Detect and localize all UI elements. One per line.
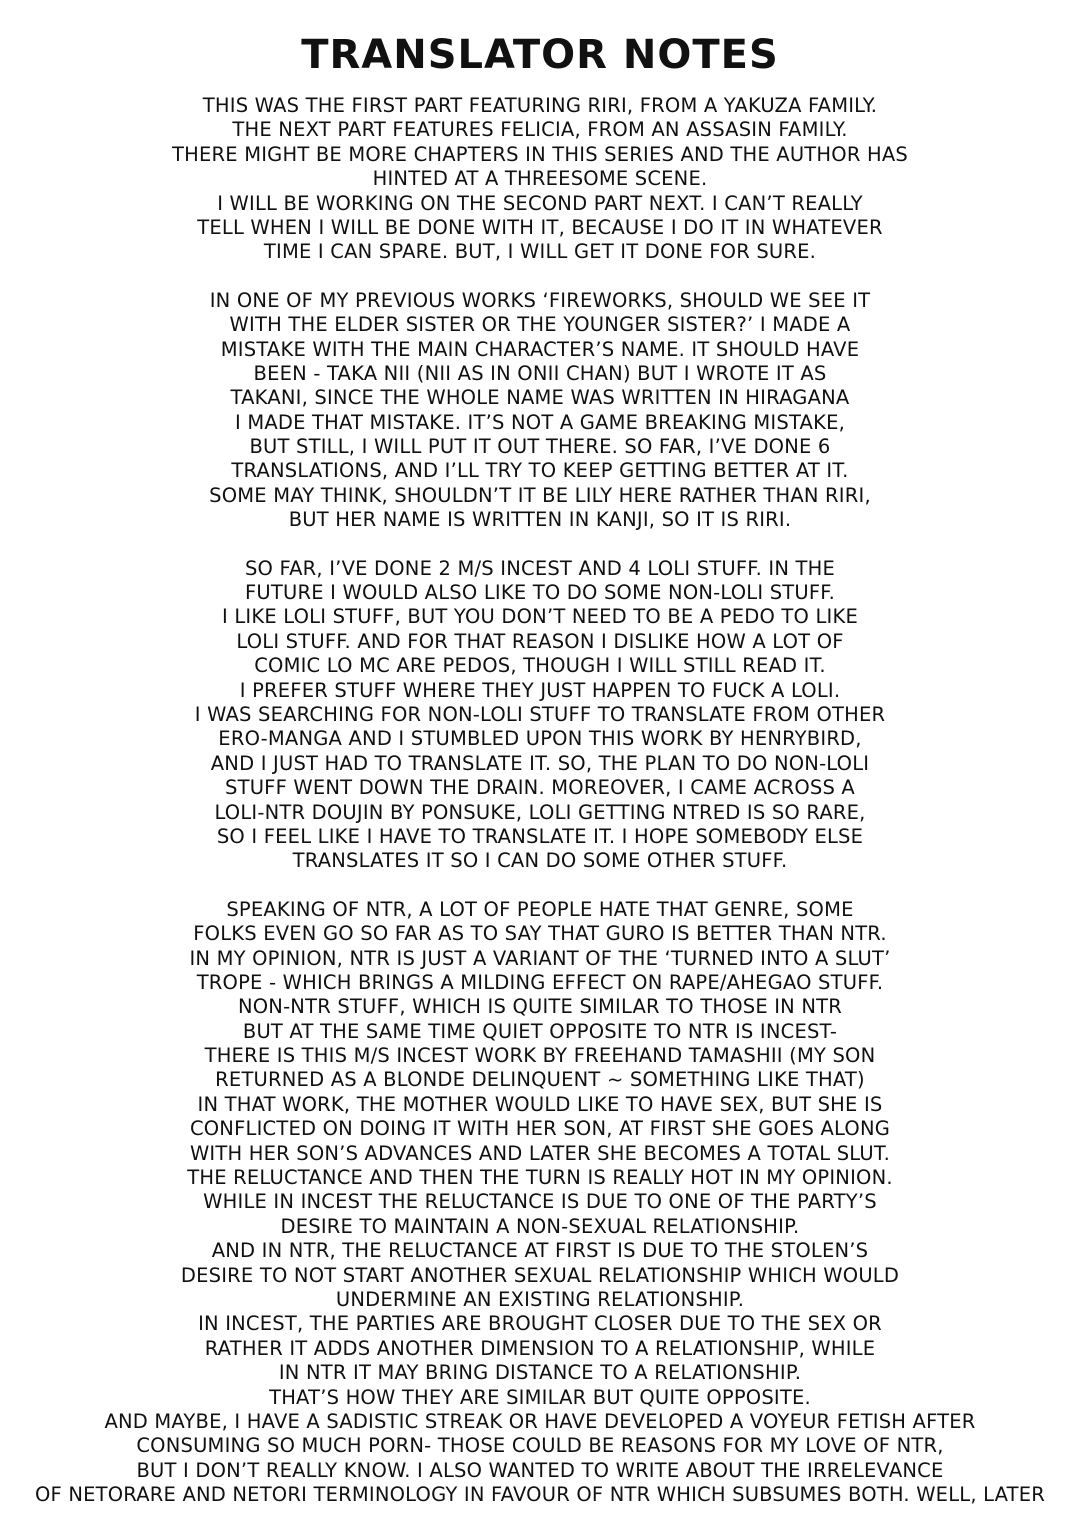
text-line: AND I JUST HAD TO TRANSLATE IT. SO, THE PLAN TO DO NON-LOLI	[210, 751, 870, 775]
text-line: SPEAKING OF NTR, A LOT OF PEOPLE HATE THAT GENRE, SOME	[226, 897, 854, 921]
notes-paragraph	[0, 94, 1080, 265]
text-line: I WILL BE WORKING ON THE SECOND PART NEXT. I CAN’T REALLY	[217, 191, 863, 215]
text-line: STUFF WENT DOWN THE DRAIN. MOREOVER, I CAME ACROSS A	[225, 776, 855, 800]
notes-paragraph	[0, 898, 1080, 1508]
text-line: TROPE - WHICH BRINGS A MILDING EFFECT ON RAPE/AHEGAO STUFF.	[196, 970, 884, 994]
page-title: TRANSLATOR NOTES	[301, 31, 779, 78]
text-line: IN ONE OF MY PREVIOUS WORKS ‘FIREWORKS, SHOULD WE SEE IT	[209, 288, 871, 312]
text-line: THERE IS THIS M/S INCEST WORK BY FREEHAND TAMASHII (MY SON	[204, 1044, 876, 1068]
text-line: WITH THE ELDER SISTER OR THE YOUNGER SISTER?’ I MADE A	[229, 313, 851, 337]
text-line: THAT’S HOW THEY ARE SIMILAR BUT QUITE OPPOSITE.	[269, 1385, 811, 1409]
text-line: COMIC LO MC ARE PEDOS, THOUGH I WILL STILL READ IT.	[254, 654, 826, 678]
text-line: IN THAT WORK, THE MOTHER WOULD LIKE TO HAVE SEX, BUT SHE IS	[197, 1092, 883, 1116]
text-line: LOLI-NTR DOUJIN BY PONSUKE, LOLI GETTING NTRED IS SO RARE,	[214, 800, 866, 824]
text-line: TRANSLATES IT SO I CAN DO SOME OTHER STUFF.	[292, 849, 788, 873]
text-line: AND IN NTR, THE RELUCTANCE AT FIRST IS DUE TO THE STOLEN’S	[211, 1239, 869, 1263]
text-line: WITH HER SON’S ADVANCES AND LATER SHE BECOMES A TOTAL SLUT.	[189, 1141, 891, 1165]
text-line: THERE MIGHT BE MORE CHAPTERS IN THIS SERIES AND THE AUTHOR HAS	[172, 142, 908, 166]
text-line: THIS WAS THE FIRST PART FEATURING RIRI, FROM A YAKUZA FAMILY.	[202, 94, 878, 117]
notes-paragraph	[0, 557, 1080, 874]
text-line: IN MY OPINION, NTR IS JUST A VARIANT OF THE ‘TURNED INTO A SLUT’	[189, 946, 891, 970]
text-line: I WAS SEARCHING FOR NON-LOLI STUFF TO TRANSLATE FROM OTHER	[194, 702, 886, 726]
text-line: OF NETORARE AND NETORI TERMINOLOGY IN FAVOUR OF NTR WHICH SUBSUMES BOTH. WELL, LATER	[34, 1483, 1046, 1507]
text-line: BUT I DON’T REALLY KNOW. I ALSO WANTED TO WRITE ABOUT THE IRRELEVANCE	[136, 1458, 944, 1482]
text-line: BEEN - TAKA NII (NII AS IN ONII CHAN) BUT I WROTE IT AS	[253, 361, 827, 385]
text-line: DESIRE TO NOT START ANOTHER SEXUAL RELATIONSHIP WHICH WOULD	[180, 1263, 900, 1287]
text-line: SO I FEEL LIKE I HAVE TO TRANSLATE IT. I HOPE SOMEBODY ELSE	[216, 824, 864, 848]
text-line: SOME MAY THINK, SHOULDN’T IT BE LILY HERE RATHER THAN RIRI,	[209, 483, 871, 507]
text-line: IN INCEST, THE PARTIES ARE BROUGHT CLOSER DUE TO THE SEX OR	[198, 1312, 882, 1336]
notes-paragraph	[0, 289, 1080, 533]
text-line: IN NTR IT MAY BRING DISTANCE TO A RELATIONSHIP.	[278, 1361, 802, 1385]
text-line: TAKANI, SINCE THE WHOLE NAME WAS WRITTEN IN HIRAGANA	[230, 386, 850, 410]
text-line: THE NEXT PART FEATURES FELICIA, FROM AN ASSASIN FAMILY.	[232, 118, 848, 142]
text-line: FUTURE I WOULD ALSO LIKE TO DO SOME NON-LOLI STUFF.	[245, 581, 835, 605]
text-line: I PREFER STUFF WHERE THEY JUST HAPPEN TO FUCK A LOLI.	[239, 678, 841, 702]
text-line: BUT AT THE SAME TIME QUIET OPPOSITE TO NTR IS INCEST-	[242, 1019, 838, 1043]
text-line: RETURNED AS A BLONDE DELINQUENT ~ SOMETHING LIKE THAT)	[215, 1068, 865, 1092]
text-line: I MADE THAT MISTAKE. IT’S NOT A GAME BREAKING MISTAKE,	[235, 410, 845, 434]
text-line: TIME I CAN SPARE. BUT, I WILL GET IT DONE FOR SURE.	[263, 240, 817, 264]
text-line: ERO-MANGA AND I STUMBLED UPON THIS WORK BY HENRYBIRD,	[218, 727, 862, 751]
text-line: I LIKE LOLI STUFF, BUT YOU DON’T NEED TO BE A PEDO TO LIKE	[221, 605, 859, 629]
text-line: TELL WHEN I WILL BE DONE WITH IT, BECAUSE I DO IT IN WHATEVER	[197, 215, 883, 239]
text-line: TRANSLATIONS, AND I’LL TRY TO KEEP GETTING BETTER AT IT.	[231, 459, 849, 483]
text-line: FOLKS EVEN GO SO FAR AS TO SAY THAT GURO IS BETTER THAN NTR.	[193, 922, 887, 946]
text-line: NON-NTR STUFF, WHICH IS QUITE SIMILAR TO THOSE IN NTR	[237, 995, 843, 1019]
notes-body	[0, 94, 1080, 1531]
text-line: CONSUMING SO MUCH PORN- THOSE COULD BE REASONS FOR MY LOVE OF NTR,	[136, 1434, 944, 1458]
text-line: RATHER IT ADDS ANOTHER DIMENSION TO A RELATIONSHIP, WHILE	[204, 1336, 876, 1360]
text-line: MISTAKE WITH THE MAIN CHARACTER’S NAME. IT SHOULD HAVE	[220, 337, 860, 361]
text-line: HINTED AT A THREESOME SCENE.	[372, 167, 708, 191]
text-line: THE RELUCTANCE AND THEN THE TURN IS REALLY HOT IN MY OPINION.	[187, 1166, 893, 1190]
text-line: CONFLICTED ON DOING IT WITH HER SON, AT FIRST SHE GOES ALONG	[189, 1117, 891, 1141]
text-line: BUT HER NAME IS WRITTEN IN KANJI, SO IT IS RIRI.	[288, 508, 792, 532]
text-line: AND MAYBE, I HAVE A SADISTIC STREAK OR HAVE DEVELOPED A VOYEUR FETISH AFTER	[104, 1409, 976, 1433]
text-line: DESIRE TO MAINTAIN A NON-SEXUAL RELATIONSHIP.	[280, 1214, 800, 1238]
text-line: LOLI STUFF. AND FOR THAT REASON I DISLIKE HOW A LOT OF	[236, 629, 844, 653]
text-line: WHILE IN INCEST THE RELUCTANCE IS DUE TO ONE OF THE PARTY’S	[203, 1190, 877, 1214]
text-line: UNDERMINE AN EXISTING RELATIONSHIP.	[335, 1287, 745, 1311]
text-line: BUT STILL, I WILL PUT IT OUT THERE. SO FAR, I’VE DONE 6	[249, 435, 831, 459]
text-line: SO FAR, I’VE DONE 2 M/S INCEST AND 4 LOLI STUFF. IN THE	[244, 556, 836, 580]
